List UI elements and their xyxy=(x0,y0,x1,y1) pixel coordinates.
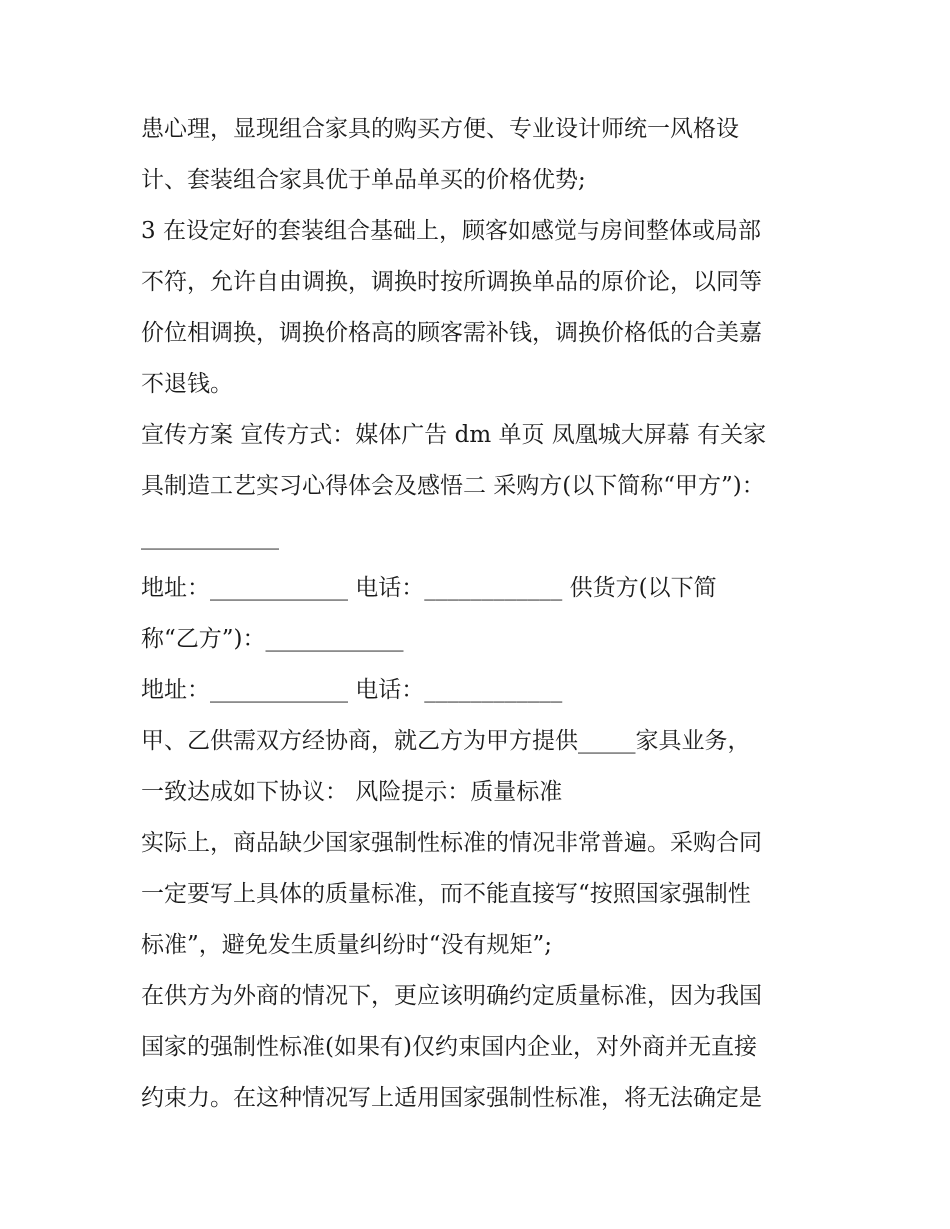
text-line: 在供方为外商的情况下，更应该明确约定质量标准，因为我国 xyxy=(141,983,762,1009)
address-phone-line: 地址：____________ 电话：____________ xyxy=(141,677,563,703)
text-line: 不符，允许自由调换，调换时按所调换单品的原价论，以同等 xyxy=(141,269,762,295)
document-body xyxy=(141,104,821,1124)
text-line: 计、套装组合家具优于单品单买的价格优势; xyxy=(141,167,586,193)
text-line: 宣传方案 宣传方式：媒体广告 dm 单页 凤凰城大屏幕 有关家 xyxy=(141,422,767,448)
supplier-name-line: 称“乙方”)：____________ xyxy=(141,626,404,652)
text-line: 不退钱。 xyxy=(141,371,233,397)
text-line: 约束力。在这种情况写上适用国家强制性标准，将无法确定是 xyxy=(141,1085,762,1111)
text-line: 患心理，显现组合家具的购买方便、专业设计师统一风格设 xyxy=(141,116,739,142)
text-line: 具制造工艺实习心得体会及感悟二 采购方(以下简称“甲方”)： xyxy=(141,473,765,499)
blank-line-field: ____________ xyxy=(141,524,279,550)
text-line: 国家的强制性标准(如果有)仅约束国内企业，对外商并无直接 xyxy=(141,1034,757,1060)
text-line: 甲、乙供需双方经协商，就乙方为甲方提供_____家具业务， xyxy=(141,728,751,754)
text-line: 价位相调换，调换价格高的顾客需补钱，调换价格低的合美嘉 xyxy=(141,320,762,346)
text-line: 一定要写上具体的质量标准，而不能直接写“按照国家强制性 xyxy=(141,881,751,907)
text-line: 标准”，避免发生质量纠纷时“没有规矩”; xyxy=(141,932,553,958)
address-phone-line: 地址：____________ 电话：____________ 供货方(以下简 xyxy=(141,575,717,601)
text-line: 实际上，商品缺少国家强制性标准的情况非常普遍。采购合同 xyxy=(141,830,762,856)
text-line: 一致达成如下协议： 风险提示：质量标准 xyxy=(141,779,563,805)
text-line: 3 在设定好的套装组合基础上，顾客如感觉与房间整体或局部 xyxy=(141,218,761,244)
